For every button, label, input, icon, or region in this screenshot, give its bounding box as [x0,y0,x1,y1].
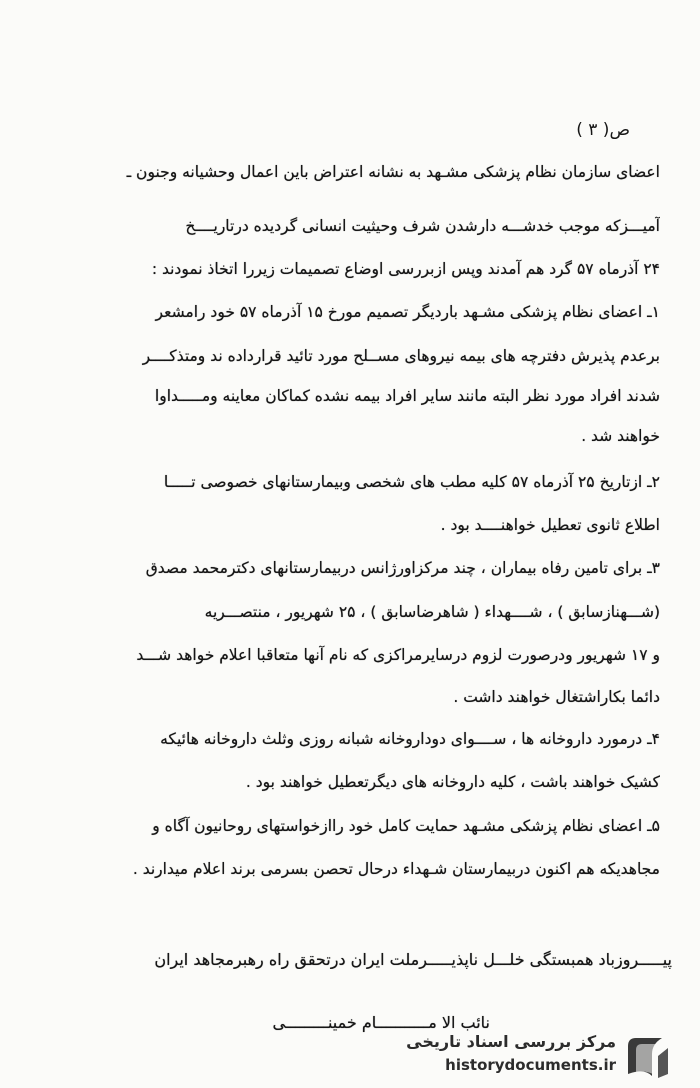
body-line-4: ۱ـ اعضای نظام پزشکی مشـهد باردیگر تصمیم مورخ ۱۵ آذرماه ۵۷ خود رامشعر [155,303,660,321]
body-line-5: برعدم پذیرش دفترچه های بیمه نیروهای مســلح مورد تائید قرارداده ند ومتذکــــر [142,347,660,365]
body-line-3: ۲۴ آذرماه ۵۷ گرد هم آمدند وپس ازبررسی اوضاع تصمیمات زیررا اتخاذ نمودند : [151,260,660,278]
body-line-11: (شـــهنازسابق ) ، شــــهداء ( شاهرضاسابق ) ، ۲۵ شهریور ، منتصـــریه [204,603,660,621]
watermark [382,1030,672,1086]
body-line-2: آمیـــزکه موجب خدشـــه دارشدن شرف وحیثیت انسانی گردیده درتاریــــخ [185,217,660,235]
body-line-1: اعضای سازمان نظام پزشکی مشـهد به نشانه اعتراض باین اعمال وحشیانه وجنون ـ [126,163,660,181]
body-line-13: دائما بکاراشتغال خواهند داشت . [453,688,660,706]
signature-name: نائب الا مـــــــــــام خمینـــــــــی [272,1013,490,1032]
body-line-9: اطلاع ثانوی تعطیل خواهنــــد بود . [440,516,660,534]
closing-slogan: پیـــــروزباد همبستگی خلـــل ناپذیـــــرملت ایران درتحقق راه رهبرمجاهد ایران [154,950,672,969]
watermark-title: مرکز بررسی اسناد تاریخی [406,1032,616,1051]
body-line-17: مجاهدیکه هم اکنون دربیمارستان شـهداء درحال تحصن بسرمی برند اعلام میدارند . [132,860,660,878]
page-number: ص( ۳ ) [576,120,630,140]
body-line-14: ۴ـ درمورد داروخانه ها ، ســــوای دوداروخانه شبانه روزی وثلث داروخانه هائیکه [160,730,660,748]
body-line-8: ۲ـ ازتاریخ ۲۵ آذرماه ۵۷ کلیه مطب های شخصی وبیمارستانهای خصوصی تـــــا [163,473,660,491]
body-line-16: ۵ـ اعضای نظام پزشکی مشـهد حمایت کامل خود راازخواستهای روحانیون آگاه و [152,817,660,835]
watermark-url: historydocuments.ir [445,1056,616,1074]
historydocuments-logo-icon [622,1032,672,1082]
body-line-10: ۳ـ برای تامین رفاه بیماران ، چند مرکزاورژانس دربیمارستانهای دکترمحمد مصدق [145,559,660,577]
body-line-6: شدند افراد مورد نظر البته مانند سایر افراد بیمه نشده کماکان معاینه ومـــــداوا [154,387,660,405]
body-line-12: و ۱۷ شهریور ودرصورت لزوم درسایرمراکزی که نام آنها متعاقبا اعلام خواهد شـــد [136,646,660,664]
body-line-7: خواهند شد . [581,427,660,445]
body-line-15: کشیک خواهند باشت ، کلیه داروخانه های دیگرتعطیل خواهند بود . [245,773,660,791]
